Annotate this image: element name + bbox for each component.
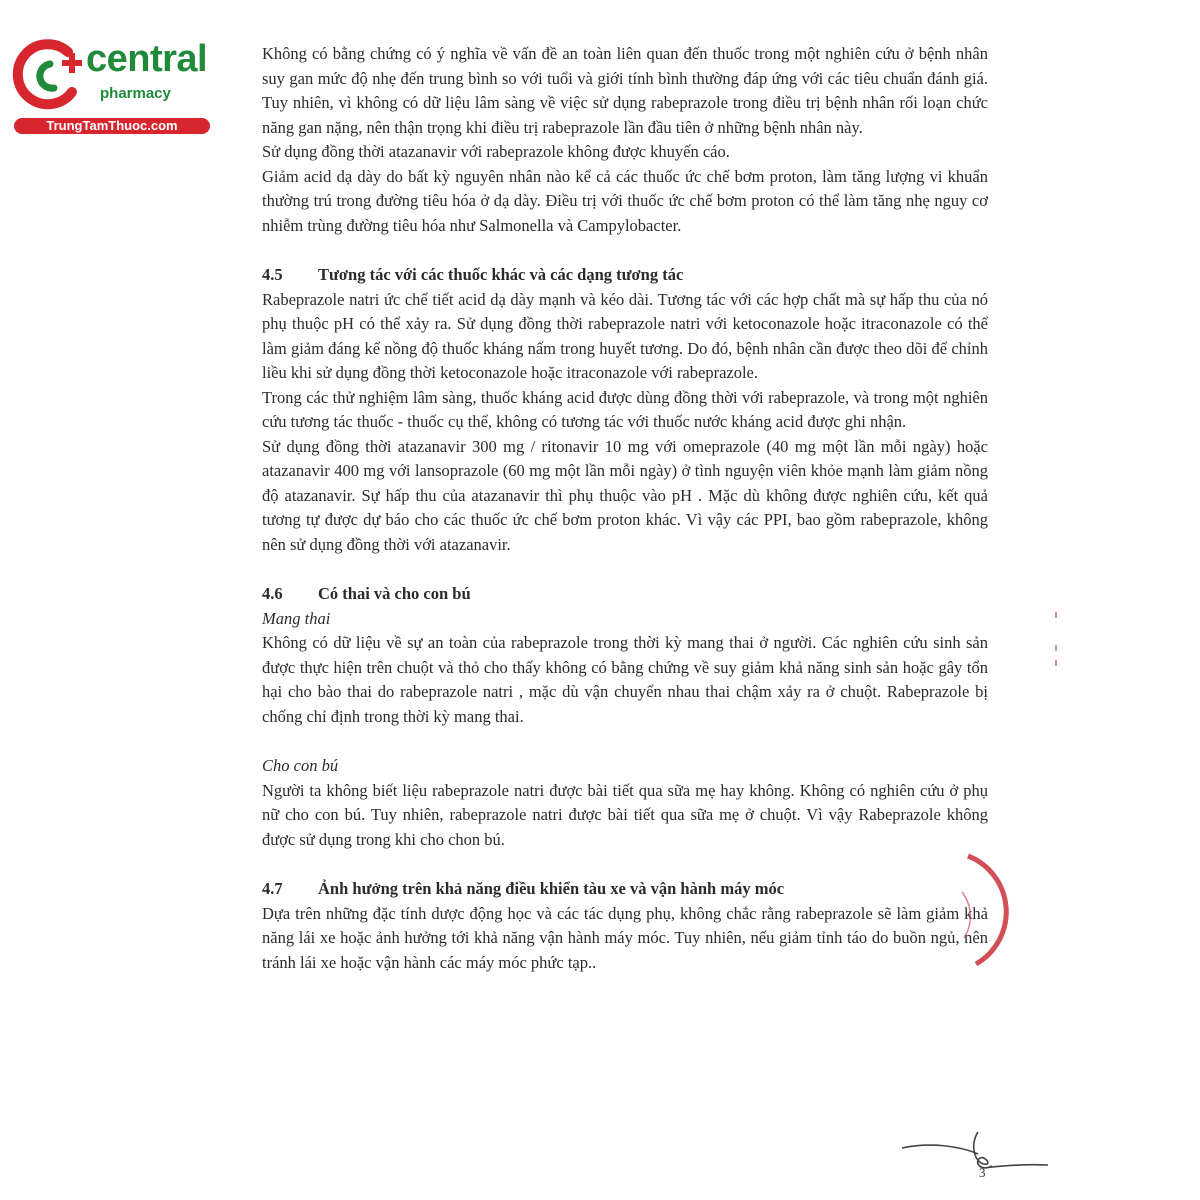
s45-paragraph-1: Rabeprazole natri ức chế tiết acid dạ dày mạnh và kéo dài. Tương tác với các hợp chất mà sự hấp thu của nó phụ thuộc pH có thể xảy ra. Sử dụng đồng thời rabeprazole natri với ketoconazole hoặc itraconazole có thể làm giảm đáng kể nồng độ thuốc kháng nấm trong huyết tương. Do đó, bệnh nhân cần được theo dõi để chỉnh liều khi sử dụng đồng thời ketoconazole hoặc itraconazole với rabeprazole. [262, 289, 988, 382]
margin-speck [1055, 612, 1057, 618]
s47-paragraph: Dựa trên những đặc tính dược động học và các tác dụng phụ, không chắc rằng rabeprazole sẽ làm giảm khả năng lái xe hoặc ảnh hưởng tới khả năng vận hành máy móc. Tuy nhiên, nếu giảm tỉnh táo do buồn ngủ, nên tránh lái xe hoặc vận hành các máy móc phức tạp.. [262, 903, 988, 972]
brand-subtitle: pharmacy [100, 85, 171, 102]
section-title: Tương tác với các thuốc khác và các dạng tương tác [318, 265, 684, 284]
section-heading-4-5 [262, 263, 988, 288]
pregnancy-paragraph: Không có dữ liệu về sự an toàn của rabeprazole trong thời kỳ mang thai ở người. Các nghiên cứu sinh sản được thực hiện trên chuột và thỏ cho thấy không có bằng chứng về suy giảm khả năng sinh sản hoặc gây tổn hại cho bào thai do rabeprazole natri , mặc dù vận chuyển nhau thai chậm xảy ra ở chuột. Rabeprazole bị chống chỉ định trong thời kỳ mang thai. [262, 633, 988, 726]
lactation-paragraph: Người ta không biết liệu rabeprazole natri được bài tiết qua sữa mẹ hay không. Không có nghiên cứu ở phụ nữ cho con bú. Tuy nhiên, rabeprazole natri được bài tiết qua sữa mẹ ở chuột. Vì vậy Rabeprazole không được sử dụng trong khi cho chon bú. [262, 780, 988, 849]
intro-paragraph-2: Sử dụng đồng thời atazanavir với rabeprazole không được khuyến cáo. [262, 142, 730, 161]
subheading-pregnancy: Mang thai [262, 608, 331, 628]
section-title: Có thai và cho con bú [318, 584, 471, 603]
brand-logo[interactable] [10, 36, 215, 136]
section-number: 4.5 [262, 265, 283, 284]
page-number: 3 [979, 1165, 986, 1180]
document-body [262, 42, 988, 975]
s45-paragraph-3: Sử dụng đồng thời atazanavir 300 mg / ritonavir 10 mg với omeprazole (40 mg một lần mỗi ngày) hoặc atazanavir 400 mg với lansoprazole (60 mg một lần mỗi ngày) ở tình nguyện viên khỏe mạnh làm giảm nồng độ atazanavir. Sự hấp thu của atazanavir thì phụ thuộc vào pH . Mặc dù không được nghiên cứu, kết quả tương tự được dự báo cho các thuốc ức chế bơm proton khác. Vì vậy các PPI, bao gồm rabeprazole, không nên sử dụng đồng thời với atazanavir. [262, 436, 988, 554]
section-title: Ảnh hưởng trên khả năng điều khiển tàu xe và vận hành máy móc [318, 879, 785, 898]
section-number: 4.7 [262, 879, 283, 898]
section-heading-4-6 [262, 582, 988, 607]
pharmacy-cross-icon [10, 38, 90, 114]
section-heading-4-7 [262, 877, 988, 902]
margin-speck [1055, 660, 1057, 666]
intro-paragraph-1: Không có bằng chứng có ý nghĩa về vấn đề an toàn liên quan đến thuốc trong một nghiên cứu ở bệnh nhân suy gan mức độ nhẹ đến trung bình so với tuổi và giới tính bình thường đáp ứng với các tiêu chuẩn đánh giá. Tuy nhiên, vì không có dữ liệu lâm sàng về việc sử dụng rabeprazole trong điều trị bệnh nhân rối loạn chức năng gan nặng, nên thận trọng khi điều trị rabeprazole lần đầu tiên ở những bệnh nhân này. [262, 44, 988, 137]
brand-name: central [86, 38, 208, 80]
signature [900, 1128, 1050, 1178]
brand-website: TrungTamThuoc.com [14, 118, 210, 134]
section-number: 4.6 [262, 584, 283, 603]
margin-speck [1055, 645, 1057, 651]
intro-paragraph-3: Giảm acid dạ dày do bất kỳ nguyên nhân nào kể cả các thuốc ức chế bơm proton, làm tăng lượng vi khuẩn thường trú trong đường tiêu hóa ở dạ dày. Điều trị với thuốc ức chế bơm proton có thể làm tăng nhẹ nguy cơ nhiễm trùng đường tiêu hóa như Salmonella và Campylobacter. [262, 166, 988, 235]
stamp-mark [958, 852, 1014, 972]
s45-paragraph-2: Trong các thử nghiệm lâm sàng, thuốc kháng acid được dùng đồng thời với rabeprazole, và trong một nghiên cứu tương tác thuốc - thuốc cụ thể, không có tương tác với thuốc nước kháng acid được ghi nhận. [262, 387, 988, 431]
subheading-lactation: Cho con bú [262, 756, 339, 775]
